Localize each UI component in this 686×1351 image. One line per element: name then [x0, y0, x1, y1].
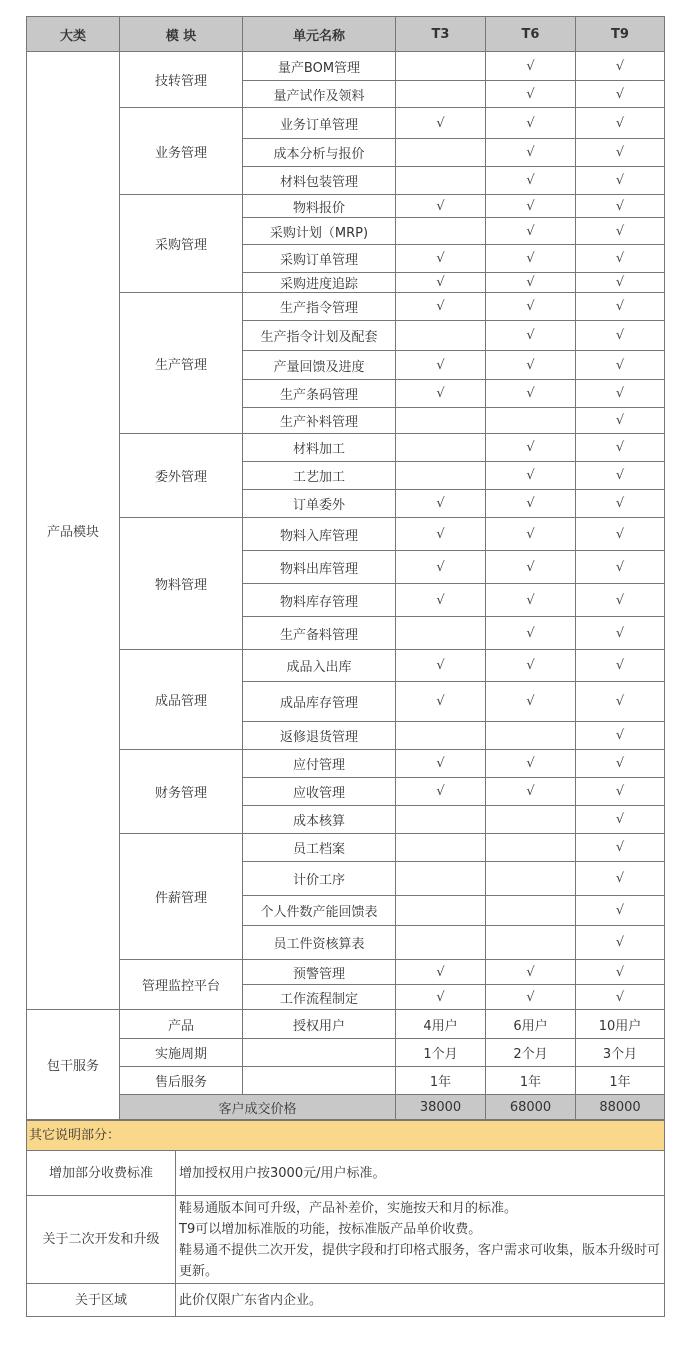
- header-unit-name: 单元名称: [243, 17, 396, 52]
- t3-check-cell: √: [396, 380, 486, 408]
- service-row: [27, 1010, 665, 1039]
- t9-check-cell: √: [576, 351, 665, 380]
- unit-name-cell: 工艺加工: [243, 462, 396, 490]
- service-category-cell: 包干服务: [27, 1010, 120, 1120]
- unit-name-cell: 成本分析与报价: [243, 139, 396, 167]
- service-item-cell: 售后服务: [120, 1067, 243, 1095]
- unit-name-cell: 成本核算: [243, 806, 396, 834]
- t3-check-cell: [396, 896, 486, 926]
- service-t3-cell: 1个月: [396, 1039, 486, 1067]
- service-detail-cell: 授权用户: [243, 1010, 396, 1039]
- t9-check-cell: √: [576, 682, 665, 722]
- note-label: 关于区域: [27, 1284, 176, 1317]
- unit-name-cell: 订单委外: [243, 490, 396, 518]
- unit-name-cell: 量产试作及领料: [243, 81, 396, 108]
- t3-check-cell: [396, 167, 486, 195]
- price-t3: 38000: [396, 1095, 486, 1120]
- t3-check-cell: √: [396, 750, 486, 778]
- t6-check-cell: √: [486, 490, 576, 518]
- t9-check-cell: √: [576, 490, 665, 518]
- unit-name-cell: 采购订单管理: [243, 245, 396, 273]
- header-t6: T6: [486, 17, 576, 52]
- table-row: [27, 293, 665, 321]
- t6-check-cell: [486, 806, 576, 834]
- unit-name-cell: 物料报价: [243, 195, 396, 218]
- t3-check-cell: [396, 434, 486, 462]
- module-cell: 管理监控平台: [120, 960, 243, 1010]
- t9-check-cell: √: [576, 167, 665, 195]
- service-detail-cell: [243, 1067, 396, 1095]
- t3-check-cell: √: [396, 518, 486, 551]
- t9-check-cell: √: [576, 722, 665, 750]
- t9-check-cell: √: [576, 617, 665, 650]
- t9-check-cell: √: [576, 380, 665, 408]
- t9-check-cell: √: [576, 462, 665, 490]
- note-line: 增加授权用户按3000元/用户标准。: [179, 1165, 386, 1181]
- note-row: [27, 1284, 665, 1317]
- t9-check-cell: √: [576, 862, 665, 896]
- service-t9-cell: 10用户: [576, 1010, 665, 1039]
- unit-name-cell: 生产补料管理: [243, 408, 396, 434]
- table-row: [27, 108, 665, 139]
- t9-check-cell: √: [576, 434, 665, 462]
- t3-check-cell: √: [396, 293, 486, 321]
- t6-check-cell: √: [486, 434, 576, 462]
- service-t9-cell: 1年: [576, 1067, 665, 1095]
- unit-name-cell: 成品入出库: [243, 650, 396, 682]
- unit-name-cell: 量产BOM管理: [243, 52, 396, 81]
- t9-check-cell: √: [576, 584, 665, 617]
- service-item-cell: 实施周期: [120, 1039, 243, 1067]
- note-line: 鞋易通不提供二次开发，提供字段和打印格式服务，客户需求可收集，版本升级时可更新。: [179, 1242, 661, 1279]
- t6-check-cell: √: [486, 518, 576, 551]
- t9-check-cell: √: [576, 408, 665, 434]
- t9-check-cell: √: [576, 273, 665, 293]
- t3-check-cell: [396, 408, 486, 434]
- service-detail-cell: [243, 1039, 396, 1067]
- unit-name-cell: 物料入库管理: [243, 518, 396, 551]
- service-t6-cell: 2个月: [486, 1039, 576, 1067]
- t9-check-cell: √: [576, 321, 665, 351]
- table-row: [27, 960, 665, 985]
- product-comparison-sheet: [26, 16, 664, 1317]
- t3-check-cell: [396, 834, 486, 862]
- unit-name-cell: 工作流程制定: [243, 985, 396, 1010]
- t9-check-cell: √: [576, 551, 665, 584]
- t3-check-cell: [396, 462, 486, 490]
- note-row: [27, 1196, 665, 1284]
- t6-check-cell: √: [486, 245, 576, 273]
- t3-check-cell: [396, 81, 486, 108]
- unit-name-cell: 成品库存管理: [243, 682, 396, 722]
- t6-check-cell: [486, 722, 576, 750]
- product-comparison-table: [26, 16, 665, 1120]
- unit-name-cell: 个人件数产能回馈表: [243, 896, 396, 926]
- header-t9: T9: [576, 17, 665, 52]
- table-row: [27, 195, 665, 218]
- t6-check-cell: √: [486, 351, 576, 380]
- t3-check-cell: [396, 139, 486, 167]
- table-row: [27, 52, 665, 81]
- t3-check-cell: [396, 321, 486, 351]
- module-cell: 采购管理: [120, 195, 243, 293]
- unit-name-cell: 计价工序: [243, 862, 396, 896]
- unit-name-cell: 业务订单管理: [243, 108, 396, 139]
- unit-name-cell: 预警管理: [243, 960, 396, 985]
- service-rows: [27, 1010, 665, 1120]
- t6-check-cell: √: [486, 81, 576, 108]
- t6-check-cell: √: [486, 273, 576, 293]
- header-category: 大类: [27, 17, 120, 52]
- t9-check-cell: √: [576, 245, 665, 273]
- category-cell: 产品模块: [27, 52, 120, 1010]
- table-row: [27, 650, 665, 682]
- t6-check-cell: √: [486, 167, 576, 195]
- unit-name-cell: 物料库存管理: [243, 584, 396, 617]
- t6-check-cell: √: [486, 108, 576, 139]
- service-t6-cell: 1年: [486, 1067, 576, 1095]
- t9-check-cell: √: [576, 218, 665, 245]
- unit-name-cell: 采购计划（MRP): [243, 218, 396, 245]
- t3-check-cell: √: [396, 584, 486, 617]
- t6-check-cell: √: [486, 218, 576, 245]
- unit-name-cell: 材料加工: [243, 434, 396, 462]
- t6-check-cell: √: [486, 617, 576, 650]
- t6-check-cell: [486, 896, 576, 926]
- service-row: [27, 1039, 665, 1067]
- table-row: [27, 518, 665, 551]
- table-row: [27, 834, 665, 862]
- table-header-row: [27, 17, 665, 52]
- t6-check-cell: √: [486, 650, 576, 682]
- module-cell: 物料管理: [120, 518, 243, 650]
- unit-name-cell: 生产备料管理: [243, 617, 396, 650]
- t9-check-cell: √: [576, 750, 665, 778]
- module-cell: 业务管理: [120, 108, 243, 195]
- price-t6: 68000: [486, 1095, 576, 1120]
- t6-check-cell: [486, 408, 576, 434]
- table-row: [27, 750, 665, 778]
- t3-check-cell: √: [396, 108, 486, 139]
- t3-check-cell: [396, 52, 486, 81]
- t3-check-cell: [396, 218, 486, 245]
- t3-check-cell: √: [396, 351, 486, 380]
- t6-check-cell: √: [486, 52, 576, 81]
- t3-check-cell: √: [396, 960, 486, 985]
- notes-header: 其它说明部分：: [27, 1121, 665, 1151]
- unit-name-cell: 生产指令计划及配套: [243, 321, 396, 351]
- t6-check-cell: [486, 862, 576, 896]
- unit-name-cell: 生产条码管理: [243, 380, 396, 408]
- t6-check-cell: √: [486, 960, 576, 985]
- unit-name-cell: 产量回馈及进度: [243, 351, 396, 380]
- t6-check-cell: √: [486, 321, 576, 351]
- t9-check-cell: √: [576, 139, 665, 167]
- unit-name-cell: 材料包装管理: [243, 167, 396, 195]
- t9-check-cell: √: [576, 293, 665, 321]
- t9-check-cell: √: [576, 834, 665, 862]
- module-cell: 财务管理: [120, 750, 243, 834]
- t9-check-cell: √: [576, 650, 665, 682]
- service-t3-cell: 1年: [396, 1067, 486, 1095]
- t3-check-cell: [396, 617, 486, 650]
- module-cell: 技转管理: [120, 52, 243, 108]
- t3-check-cell: √: [396, 273, 486, 293]
- note-label: 关于二次开发和升级: [27, 1196, 176, 1284]
- t3-check-cell: √: [396, 490, 486, 518]
- t3-check-cell: √: [396, 195, 486, 218]
- t3-check-cell: [396, 806, 486, 834]
- price-t9: 88000: [576, 1095, 665, 1120]
- unit-name-cell: 应付管理: [243, 750, 396, 778]
- unit-name-cell: 物料出库管理: [243, 551, 396, 584]
- note-line: 此价仅限广东省内企业。: [179, 1292, 323, 1308]
- t3-check-cell: √: [396, 650, 486, 682]
- t3-check-cell: √: [396, 682, 486, 722]
- t3-check-cell: [396, 926, 486, 960]
- unit-name-cell: 员工档案: [243, 834, 396, 862]
- note-line: T9可以增加标准版的功能，按标准版产品单价收费。: [179, 1221, 482, 1237]
- t3-check-cell: [396, 862, 486, 896]
- price-label: 客户成交价格: [120, 1095, 396, 1120]
- t9-check-cell: √: [576, 81, 665, 108]
- t6-check-cell: √: [486, 682, 576, 722]
- t9-check-cell: √: [576, 806, 665, 834]
- t6-check-cell: √: [486, 139, 576, 167]
- t6-check-cell: √: [486, 462, 576, 490]
- module-cell: 生产管理: [120, 293, 243, 434]
- note-line: 鞋易通版本间可升级，产品补差价，实施按天和月的标准。: [179, 1200, 518, 1216]
- service-row: [27, 1067, 665, 1095]
- note-content: [176, 1284, 665, 1317]
- note-row: [27, 1151, 665, 1196]
- module-cell: 成品管理: [120, 650, 243, 750]
- t6-check-cell: √: [486, 551, 576, 584]
- unit-name-cell: 员工件资核算表: [243, 926, 396, 960]
- price-row: [27, 1095, 665, 1120]
- t6-check-cell: √: [486, 195, 576, 218]
- t6-check-cell: √: [486, 985, 576, 1010]
- t9-check-cell: √: [576, 108, 665, 139]
- notes-table: [26, 1120, 665, 1317]
- t6-check-cell: √: [486, 778, 576, 806]
- table-row: [27, 434, 665, 462]
- note-label: 增加部分收费标准: [27, 1151, 176, 1196]
- t3-check-cell: √: [396, 985, 486, 1010]
- t3-check-cell: √: [396, 551, 486, 584]
- note-content: [176, 1151, 665, 1196]
- note-content: [176, 1196, 665, 1284]
- t9-check-cell: √: [576, 960, 665, 985]
- t9-check-cell: √: [576, 985, 665, 1010]
- t6-check-cell: [486, 834, 576, 862]
- service-t9-cell: 3个月: [576, 1039, 665, 1067]
- t6-check-cell: [486, 926, 576, 960]
- unit-name-cell: 应收管理: [243, 778, 396, 806]
- t3-check-cell: √: [396, 245, 486, 273]
- header-module: 模 块: [120, 17, 243, 52]
- t9-check-cell: √: [576, 52, 665, 81]
- product-module-rows: [27, 52, 665, 1010]
- t6-check-cell: √: [486, 584, 576, 617]
- module-cell: 委外管理: [120, 434, 243, 518]
- t9-check-cell: √: [576, 518, 665, 551]
- unit-name-cell: 生产指令管理: [243, 293, 396, 321]
- t9-check-cell: √: [576, 926, 665, 960]
- unit-name-cell: 采购进度追踪: [243, 273, 396, 293]
- service-item-cell: 产品: [120, 1010, 243, 1039]
- t9-check-cell: √: [576, 778, 665, 806]
- t6-check-cell: √: [486, 380, 576, 408]
- t3-check-cell: √: [396, 778, 486, 806]
- service-t3-cell: 4用户: [396, 1010, 486, 1039]
- unit-name-cell: 返修退货管理: [243, 722, 396, 750]
- module-cell: 件薪管理: [120, 834, 243, 960]
- t3-check-cell: [396, 722, 486, 750]
- t6-check-cell: √: [486, 293, 576, 321]
- t9-check-cell: √: [576, 195, 665, 218]
- t9-check-cell: √: [576, 896, 665, 926]
- header-t3: T3: [396, 17, 486, 52]
- service-t6-cell: 6用户: [486, 1010, 576, 1039]
- t6-check-cell: √: [486, 750, 576, 778]
